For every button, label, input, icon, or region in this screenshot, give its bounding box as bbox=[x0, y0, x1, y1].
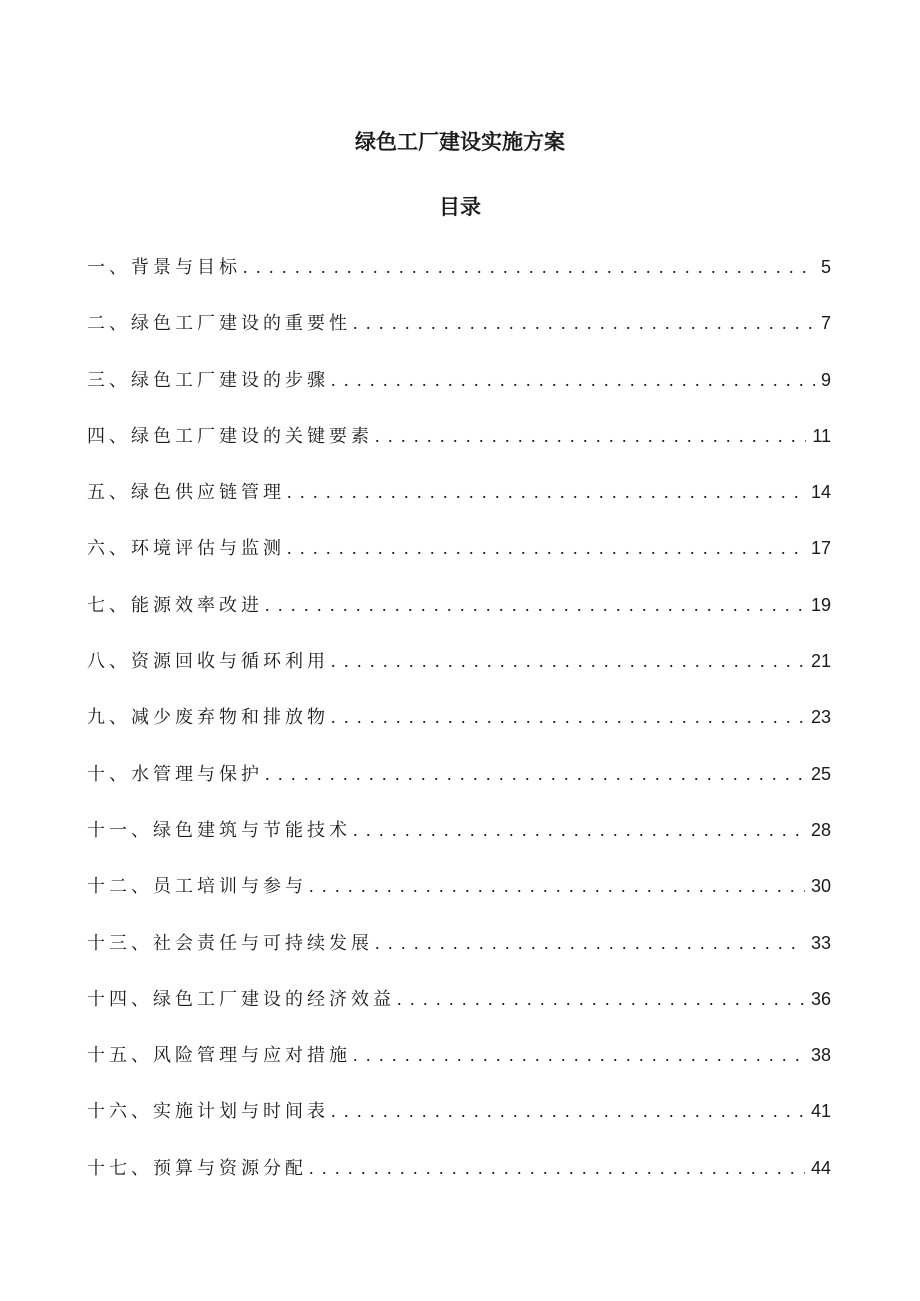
toc-entry-label: 十六、实施计划与时间表 bbox=[87, 1101, 329, 1123]
toc-dot-leader bbox=[243, 252, 815, 282]
toc-entry[interactable] bbox=[87, 702, 831, 758]
toc-entry-label: 八、资源回收与循环利用 bbox=[87, 651, 329, 673]
toc-entry[interactable] bbox=[87, 477, 831, 533]
toc-dot-leader bbox=[309, 1153, 805, 1183]
toc-entry[interactable] bbox=[87, 815, 831, 871]
toc-entry-label: 五、绿色供应链管理 bbox=[87, 482, 285, 504]
toc-entry-label: 九、减少废弃物和排放物 bbox=[87, 707, 329, 729]
toc-entry[interactable] bbox=[87, 1096, 831, 1152]
toc-dot-leader bbox=[309, 871, 805, 901]
toc-page-number: 23 bbox=[810, 707, 831, 728]
toc-entry-label: 六、环境评估与监测 bbox=[87, 538, 285, 560]
toc-entry[interactable] bbox=[87, 252, 831, 308]
toc-dot-leader bbox=[375, 421, 806, 451]
toc-dot-leader bbox=[331, 365, 815, 395]
toc-entry[interactable] bbox=[87, 646, 831, 702]
toc-page-number: 44 bbox=[810, 1157, 831, 1178]
toc-entry-label: 十四、绿色工厂建设的经济效益 bbox=[87, 988, 395, 1010]
toc-entry[interactable] bbox=[87, 759, 831, 815]
toc-page-number: 5 bbox=[820, 257, 831, 277]
toc-dot-leader bbox=[265, 759, 805, 789]
toc-dot-leader bbox=[375, 928, 805, 958]
toc-entry[interactable] bbox=[87, 533, 831, 589]
toc-dot-leader bbox=[331, 702, 805, 732]
toc-dot-leader bbox=[287, 533, 805, 563]
toc-entry-label: 七、能源效率改进 bbox=[87, 594, 263, 616]
toc-entry[interactable] bbox=[87, 590, 831, 646]
toc-dot-leader bbox=[397, 984, 805, 1014]
toc-entry-label: 十、水管理与保护 bbox=[87, 763, 263, 785]
toc-entry[interactable] bbox=[87, 871, 831, 927]
toc-page-number: 11 bbox=[812, 425, 831, 446]
toc-dot-leader bbox=[287, 477, 805, 507]
toc-page-number: 36 bbox=[810, 988, 831, 1009]
toc-entry-label: 一、背景与目标 bbox=[87, 257, 241, 278]
toc-entry-label: 三、绿色工厂建设的步骤 bbox=[87, 369, 329, 391]
toc-entry[interactable] bbox=[87, 365, 831, 421]
toc-heading: 目录 bbox=[439, 195, 481, 219]
toc-page-number: 30 bbox=[810, 876, 831, 897]
table-of-contents bbox=[87, 252, 831, 1209]
toc-dot-leader bbox=[265, 590, 805, 620]
toc-entry[interactable] bbox=[87, 1153, 831, 1209]
toc-page-number: 19 bbox=[810, 594, 831, 615]
toc-entry-label: 二、绿色工厂建设的重要性 bbox=[87, 313, 351, 335]
toc-entry-label: 十一、绿色建筑与节能技术 bbox=[87, 819, 351, 841]
toc-page-number: 14 bbox=[810, 482, 831, 503]
toc-entry[interactable] bbox=[87, 984, 831, 1040]
toc-page-number: 28 bbox=[810, 819, 831, 840]
toc-dot-leader bbox=[331, 1096, 805, 1126]
toc-entry-label: 四、绿色工厂建设的关键要素 bbox=[87, 425, 373, 447]
toc-dot-leader bbox=[353, 1040, 805, 1070]
toc-entry-label: 十五、风险管理与应对措施 bbox=[87, 1045, 351, 1067]
toc-page-number: 17 bbox=[810, 538, 831, 559]
document-title: 绿色工厂建设实施方案 bbox=[355, 130, 565, 154]
toc-page-number: 38 bbox=[810, 1045, 831, 1066]
toc-entry-label: 十三、社会责任与可持续发展 bbox=[87, 932, 373, 954]
toc-page-number: 41 bbox=[810, 1101, 831, 1122]
toc-entry[interactable] bbox=[87, 421, 831, 477]
toc-page-number: 21 bbox=[810, 651, 831, 672]
toc-entry[interactable] bbox=[87, 928, 831, 984]
toc-entry-label: 十二、员工培训与参与 bbox=[87, 876, 307, 898]
toc-dot-leader bbox=[331, 646, 805, 676]
toc-entry-label: 十七、预算与资源分配 bbox=[87, 1157, 307, 1179]
toc-page-number: 25 bbox=[810, 763, 831, 784]
toc-entry[interactable] bbox=[87, 1040, 831, 1096]
toc-page-number: 9 bbox=[820, 369, 831, 390]
toc-page-number: 7 bbox=[820, 313, 831, 334]
toc-entry[interactable] bbox=[87, 308, 831, 364]
toc-dot-leader bbox=[353, 308, 815, 338]
toc-page-number: 33 bbox=[810, 932, 831, 953]
toc-dot-leader bbox=[353, 815, 805, 845]
